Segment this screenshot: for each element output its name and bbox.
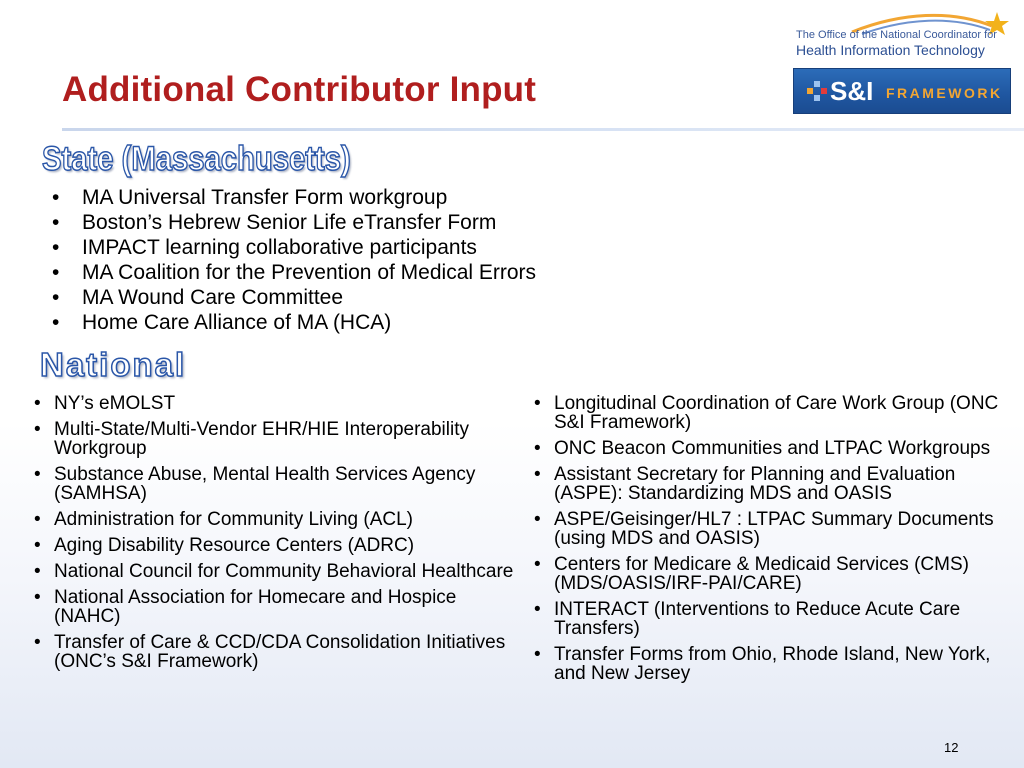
bullet-glyph: • <box>534 509 541 530</box>
list-item <box>34 588 526 626</box>
list-item <box>34 562 526 581</box>
list-item <box>34 510 526 529</box>
bullet-glyph: • <box>34 632 41 653</box>
slide-title: Additional Contributor Input <box>62 70 537 109</box>
list-item-text: MA Coalition for the Prevention of Medical Errors <box>82 261 537 284</box>
state-bullet-list <box>52 185 752 335</box>
onc-logo <box>792 10 1014 62</box>
si-logo-text: S&I <box>830 76 874 106</box>
list-item-text: Aging Disability Resource Centers (ADRC) <box>54 535 415 556</box>
list-item-text: Longitudinal Coordination of Care Work Group (ONC S&I Framework) <box>554 393 999 433</box>
bullet-glyph: • <box>534 393 541 414</box>
bullet-glyph: • <box>534 464 541 485</box>
onc-logo-line1: The Office of the National Coordinator for <box>796 29 997 41</box>
bullet-glyph: • <box>52 211 60 234</box>
list-item-text: National Council for Community Behavioral Healthcare <box>54 561 514 582</box>
list-item <box>534 465 1024 503</box>
bullet-glyph: • <box>52 261 60 284</box>
national-right-bullet-list <box>534 394 1024 690</box>
bullet-glyph: • <box>34 587 41 608</box>
bullet-glyph: • <box>34 464 41 485</box>
list-item <box>534 394 1024 432</box>
list-item <box>34 633 526 671</box>
onc-logo-line2: Health Information Technology <box>796 42 985 58</box>
list-item-text: Transfer of Care & CCD/CDA Consolidation Initiatives (ONC’s S&I Framework) <box>54 632 506 672</box>
list-item-text: Substance Abuse, Mental Health Services Agency (SAMHSA) <box>54 464 476 504</box>
si-puzzle-icon <box>806 80 828 102</box>
list-item <box>52 210 752 235</box>
national-section-heading: National <box>40 346 187 383</box>
list-item <box>52 235 752 260</box>
bullet-glyph: • <box>52 311 60 334</box>
list-item-text: Assistant Secretary for Planning and Evaluation (ASPE): Standardizing MDS and OASIS <box>554 464 956 504</box>
list-item-text: Boston’s Hebrew Senior Life eTransfer Form <box>82 211 497 234</box>
list-item-text: ASPE/Geisinger/HL7 : LTPAC Summary Documents (using MDS and OASIS) <box>554 509 994 549</box>
list-item <box>34 536 526 555</box>
bullet-glyph: • <box>52 286 60 309</box>
bullet-glyph: • <box>534 599 541 620</box>
bullet-glyph: • <box>34 561 41 582</box>
si-logo-framework: FRAMEWORK <box>886 85 1003 101</box>
bullet-glyph: • <box>52 236 60 259</box>
list-item <box>534 645 1024 683</box>
list-item <box>34 465 526 503</box>
bullet-glyph: • <box>34 509 41 530</box>
list-item-text: MA Universal Transfer Form workgroup <box>82 186 448 209</box>
bullet-glyph: • <box>534 438 541 459</box>
bullet-glyph: • <box>534 554 541 575</box>
list-item <box>34 420 526 458</box>
list-item-text: MA Wound Care Committee <box>82 286 344 309</box>
national-left-bullet-list <box>34 394 526 678</box>
list-item-text: Transfer Forms from Ohio, Rhode Island, New York, and New Jersey <box>554 644 991 684</box>
bullet-glyph: • <box>52 186 60 209</box>
list-item-text: IMPACT learning collaborative participants <box>82 236 477 259</box>
list-item <box>34 394 526 413</box>
list-item-text: National Association for Homecare and Hospice (NAHC) <box>54 587 457 627</box>
bullet-glyph: • <box>534 644 541 665</box>
list-item-text: ONC Beacon Communities and LTPAC Workgroups <box>554 438 991 459</box>
si-framework-logo <box>793 68 1011 114</box>
bullet-glyph: • <box>34 419 41 440</box>
list-item <box>534 600 1024 638</box>
list-item-text: Centers for Medicare & Medicaid Services (CMS)(MDS/OASIS/IRF-PAI/CARE) <box>554 554 969 594</box>
page-number: 12 <box>944 740 959 755</box>
list-item <box>52 310 752 335</box>
list-item <box>534 439 1024 458</box>
list-item <box>52 260 752 285</box>
list-item <box>534 555 1024 593</box>
list-item-text: NY’s eMOLST <box>54 393 176 414</box>
list-item-text: Multi-State/Multi-Vendor EHR/HIE Interoperability Workgroup <box>54 419 469 459</box>
list-item <box>52 185 752 210</box>
title-divider <box>62 128 1024 131</box>
bullet-glyph: • <box>34 393 41 414</box>
bullet-glyph: • <box>34 535 41 556</box>
list-item-text: INTERACT (Interventions to Reduce Acute Care Transfers) <box>554 599 961 639</box>
list-item <box>534 510 1024 548</box>
list-item-text: Administration for Community Living (ACL) <box>54 509 414 530</box>
list-item <box>52 285 752 310</box>
state-section-heading: State (Massachusetts) <box>42 140 351 178</box>
list-item-text: Home Care Alliance of MA (HCA) <box>82 311 392 334</box>
